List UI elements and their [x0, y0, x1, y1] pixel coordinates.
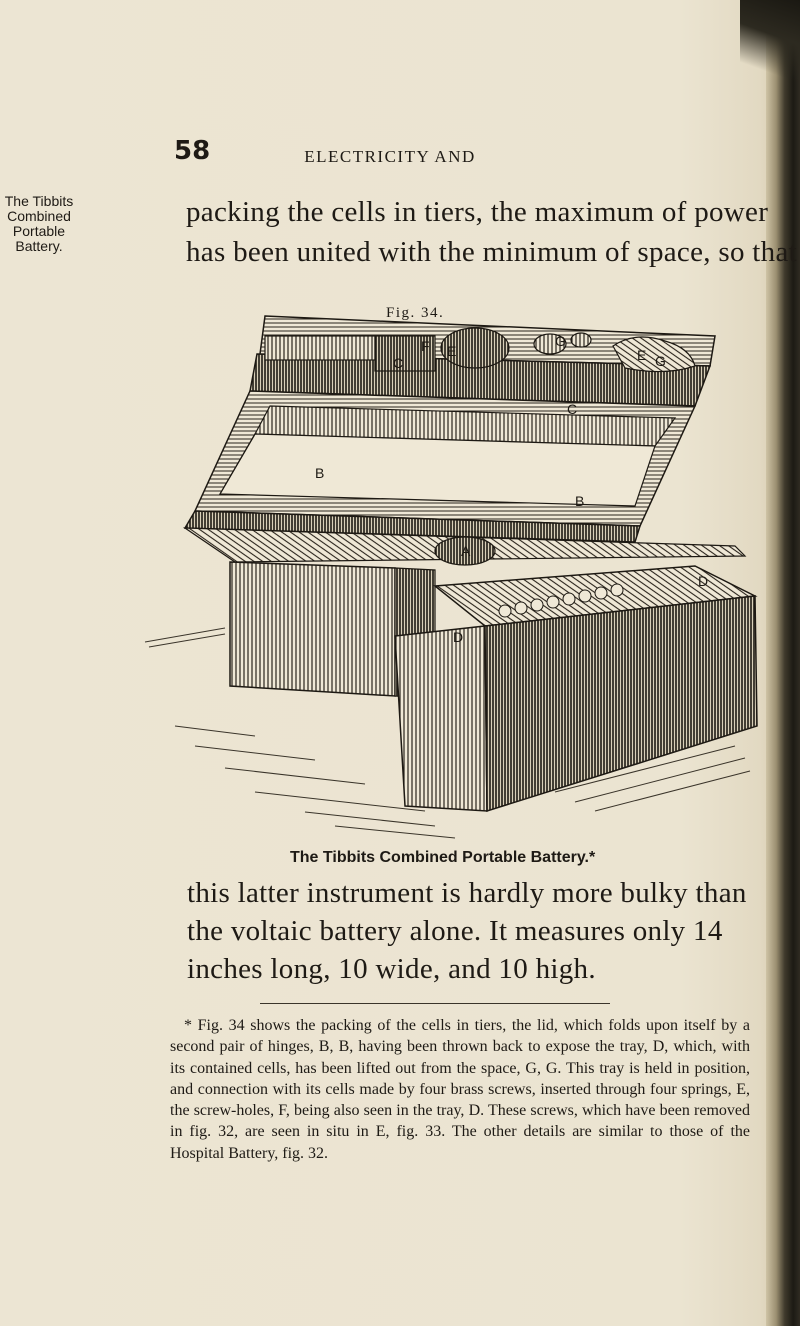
svg-text:D: D [698, 573, 709, 589]
svg-text:C: C [567, 401, 578, 417]
svg-text:B: B [315, 465, 325, 481]
svg-text:D: D [453, 629, 464, 645]
body-line: the voltaic battery alone. It measures only 14 [187, 915, 723, 947]
body-line: packing the cells in tiers, the maximum of power [186, 196, 769, 228]
footnote-rule [260, 1003, 610, 1004]
figure-caption: The Tibbits Combined Portable Battery.* [290, 849, 596, 866]
battery-illustration [135, 306, 760, 851]
battery-box-front [230, 562, 395, 696]
svg-text:F: F [421, 338, 430, 354]
svg-text:E: E [637, 347, 647, 363]
svg-text:G: G [655, 353, 666, 369]
side-note-line: Portable [12, 223, 66, 239]
svg-text:C: C [393, 355, 404, 371]
lid-inner-floor [220, 434, 655, 506]
svg-text:G: G [555, 333, 566, 349]
page-curl-shadow [740, 0, 800, 90]
body-line: has been united with the minimum of space, so that [186, 236, 797, 268]
footnote-text: * Fig. 34 shows the packing of the cells in tiers, the lid, which folds upon itself by a second pair of hinges, B, B, having been thrown back to expose the tray, D, which, with its contained cells, has been lifted out from the space, G, G. This tray is held in position, and connection with its cells made by four brass screws, inserted through four springs, E, the screw-holes, F, being also seen in the tray, D. These screws, which have been removed in fig. 32, are seen in situ in E, fig. 33. The other details are similar to those of the Hospital Battery, fig. 32. [170, 1017, 750, 1162]
svg-text:E: E [447, 343, 457, 359]
tray-side [485, 596, 757, 811]
page-number: 58 [174, 136, 211, 166]
footnote [170, 1015, 750, 1164]
side-note [4, 194, 74, 254]
running-head: ELECTRICITY AND [304, 147, 476, 166]
side-note-line: Combined [7, 208, 71, 224]
book-spine-shadow [766, 0, 800, 1326]
tray-front [395, 626, 487, 811]
svg-text:A: A [461, 543, 471, 559]
side-note-line: The Tibbits [4, 193, 74, 209]
body-line: this latter instrument is hardly more bulky than [187, 877, 747, 909]
body-line: inches long, 10 wide, and 10 high. [187, 953, 596, 985]
svg-text:B: B [575, 493, 585, 509]
figure-label: Fig. 34. [386, 305, 445, 321]
side-note-line: Battery. [15, 238, 63, 254]
